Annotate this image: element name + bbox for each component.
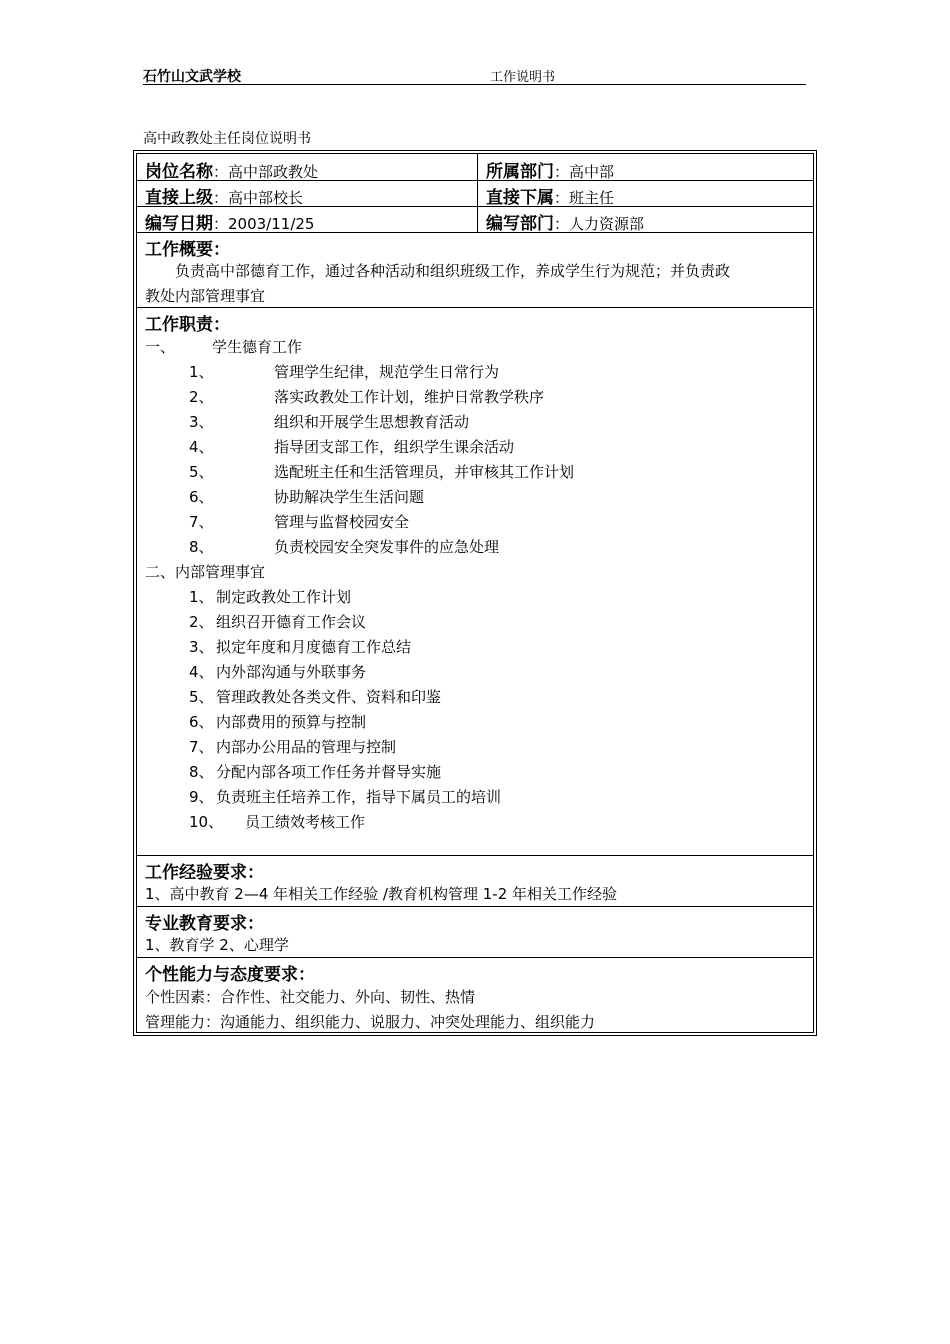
column-divider	[477, 206, 478, 232]
overview-line-1: 负责高中部德育工作，通过各种活动和组织班级工作，养成学生行为规范；并负责政	[175, 262, 731, 280]
duty-item-number: 9、	[189, 788, 214, 806]
subordinate-label: 直接下属	[486, 188, 554, 208]
info-row-position	[137, 154, 813, 181]
section2-title: 二、内部管理事宜	[145, 563, 266, 581]
overview-line-2: 教处内部管理事宜	[145, 287, 266, 305]
duty-item-number: 6、	[189, 713, 214, 731]
duty-item-text: 员工绩效考核工作	[245, 813, 366, 831]
duty-item-text: 负责校园安全突发事件的应急处理	[274, 538, 500, 556]
date-cell	[145, 209, 314, 234]
experience-text: 1、高中教育 2—4 年相关工作经验 /教育机构管理 1-2 年相关工作经验	[145, 885, 618, 903]
dept-label: 所属部门	[486, 162, 554, 182]
table-inner	[136, 153, 814, 1033]
job-description-table	[133, 150, 817, 1036]
column-divider	[477, 154, 478, 180]
position-label: 岗位名称	[145, 162, 213, 182]
duty-item-number: 2、	[189, 613, 214, 631]
personality-line-1: 个性因素：合作性、社交能力、外向、韧性、热情	[145, 988, 476, 1006]
duty-item-number: 2、	[189, 388, 214, 406]
duty-item-number: 5、	[189, 463, 214, 481]
duty-item-number: 1、	[189, 588, 214, 606]
duty-item-text: 管理与监督校园安全	[274, 513, 410, 531]
duty-item-text: 组织和开展学生思想教育活动	[274, 413, 470, 431]
superior-value: ：高中部校长	[213, 189, 304, 207]
duty-item-text: 组织召开德育工作会议	[216, 613, 367, 631]
author-dept-value: ：人力资源部	[554, 215, 645, 233]
position-cell	[145, 157, 318, 182]
personality-heading: 个性能力与态度要求：	[145, 965, 315, 985]
subordinate-value: ：班主任	[554, 189, 615, 207]
section1-title: 学生德育工作	[212, 338, 303, 356]
superior-cell	[145, 183, 303, 208]
subordinate-cell	[486, 183, 614, 208]
duty-item-number: 8、	[189, 763, 214, 781]
info-row-date	[137, 206, 813, 233]
date-value: ：2003/11/25	[213, 215, 315, 233]
education-section	[137, 906, 813, 958]
duty-item-number: 10、	[189, 813, 224, 831]
duty-item-text: 拟定年度和月度德育工作总结	[216, 638, 412, 656]
section1-number: 一、	[145, 338, 176, 356]
duty-item-number: 4、	[189, 663, 214, 681]
personality-line-2: 管理能力：沟通能力、组织能力、说服力、冲突处理能力、组织能力	[145, 1013, 596, 1031]
duty-item-number: 8、	[189, 538, 214, 556]
duty-item-text: 管理学生纪律，规范学生日常行为	[274, 363, 500, 381]
duty-item-number: 7、	[189, 738, 214, 756]
duty-item-number: 3、	[189, 638, 214, 656]
duty-item-text: 管理政教处各类文件、资料和印鉴	[216, 688, 442, 706]
duty-item-number: 6、	[189, 488, 214, 506]
duty-item-number: 4、	[189, 438, 214, 456]
duty-item-text: 内部办公用品的管理与控制	[216, 738, 397, 756]
duty-item-text: 协助解决学生生活问题	[274, 488, 425, 506]
duty-item-text: 制定政教处工作计划	[216, 588, 352, 606]
document-title: 高中政教处主任岗位说明书	[143, 131, 311, 147]
duties-heading: 工作职责：	[145, 315, 230, 335]
date-label: 编写日期	[145, 214, 213, 234]
author-dept-cell	[486, 209, 644, 234]
duties-section	[137, 307, 813, 856]
dept-cell	[486, 157, 614, 182]
overview-section	[137, 232, 813, 308]
duty-item-text: 内部费用的预算与控制	[216, 713, 367, 731]
education-text: 1、教育学 2、心理学	[145, 936, 289, 954]
author-dept-label: 编写部门	[486, 214, 554, 234]
experience-section	[137, 855, 813, 907]
duty-item-text: 分配内部各项工作任务并督导实施	[216, 763, 442, 781]
duty-item-text: 落实政教处工作计划，维护日常教学秩序	[274, 388, 545, 406]
duty-item-text: 选配班主任和生活管理员，并审核其工作计划	[274, 463, 575, 481]
duty-item-text: 负责班主任培养工作，指导下属员工的培训	[216, 788, 502, 806]
info-row-superior	[137, 180, 813, 207]
experience-heading: 工作经验要求：	[145, 863, 264, 883]
duty-item-text: 内外部沟通与外联事务	[216, 663, 367, 681]
column-divider	[477, 180, 478, 206]
position-value: ：高中部政教处	[213, 163, 319, 181]
education-heading: 专业教育要求：	[145, 914, 264, 934]
overview-heading: 工作概要：	[145, 240, 230, 260]
superior-label: 直接上级	[145, 188, 213, 208]
page-header	[143, 64, 806, 85]
duty-item-number: 5、	[189, 688, 214, 706]
personality-section	[137, 957, 813, 1032]
doc-type: 工作说明书	[490, 70, 556, 85]
duty-item-number: 1、	[189, 363, 214, 381]
school-name: 石竹山文武学校	[143, 69, 241, 85]
duty-item-number: 7、	[189, 513, 214, 531]
duty-item-number: 3、	[189, 413, 214, 431]
dept-value: ：高中部	[554, 163, 615, 181]
duty-item-text: 指导团支部工作，组织学生课余活动	[274, 438, 515, 456]
